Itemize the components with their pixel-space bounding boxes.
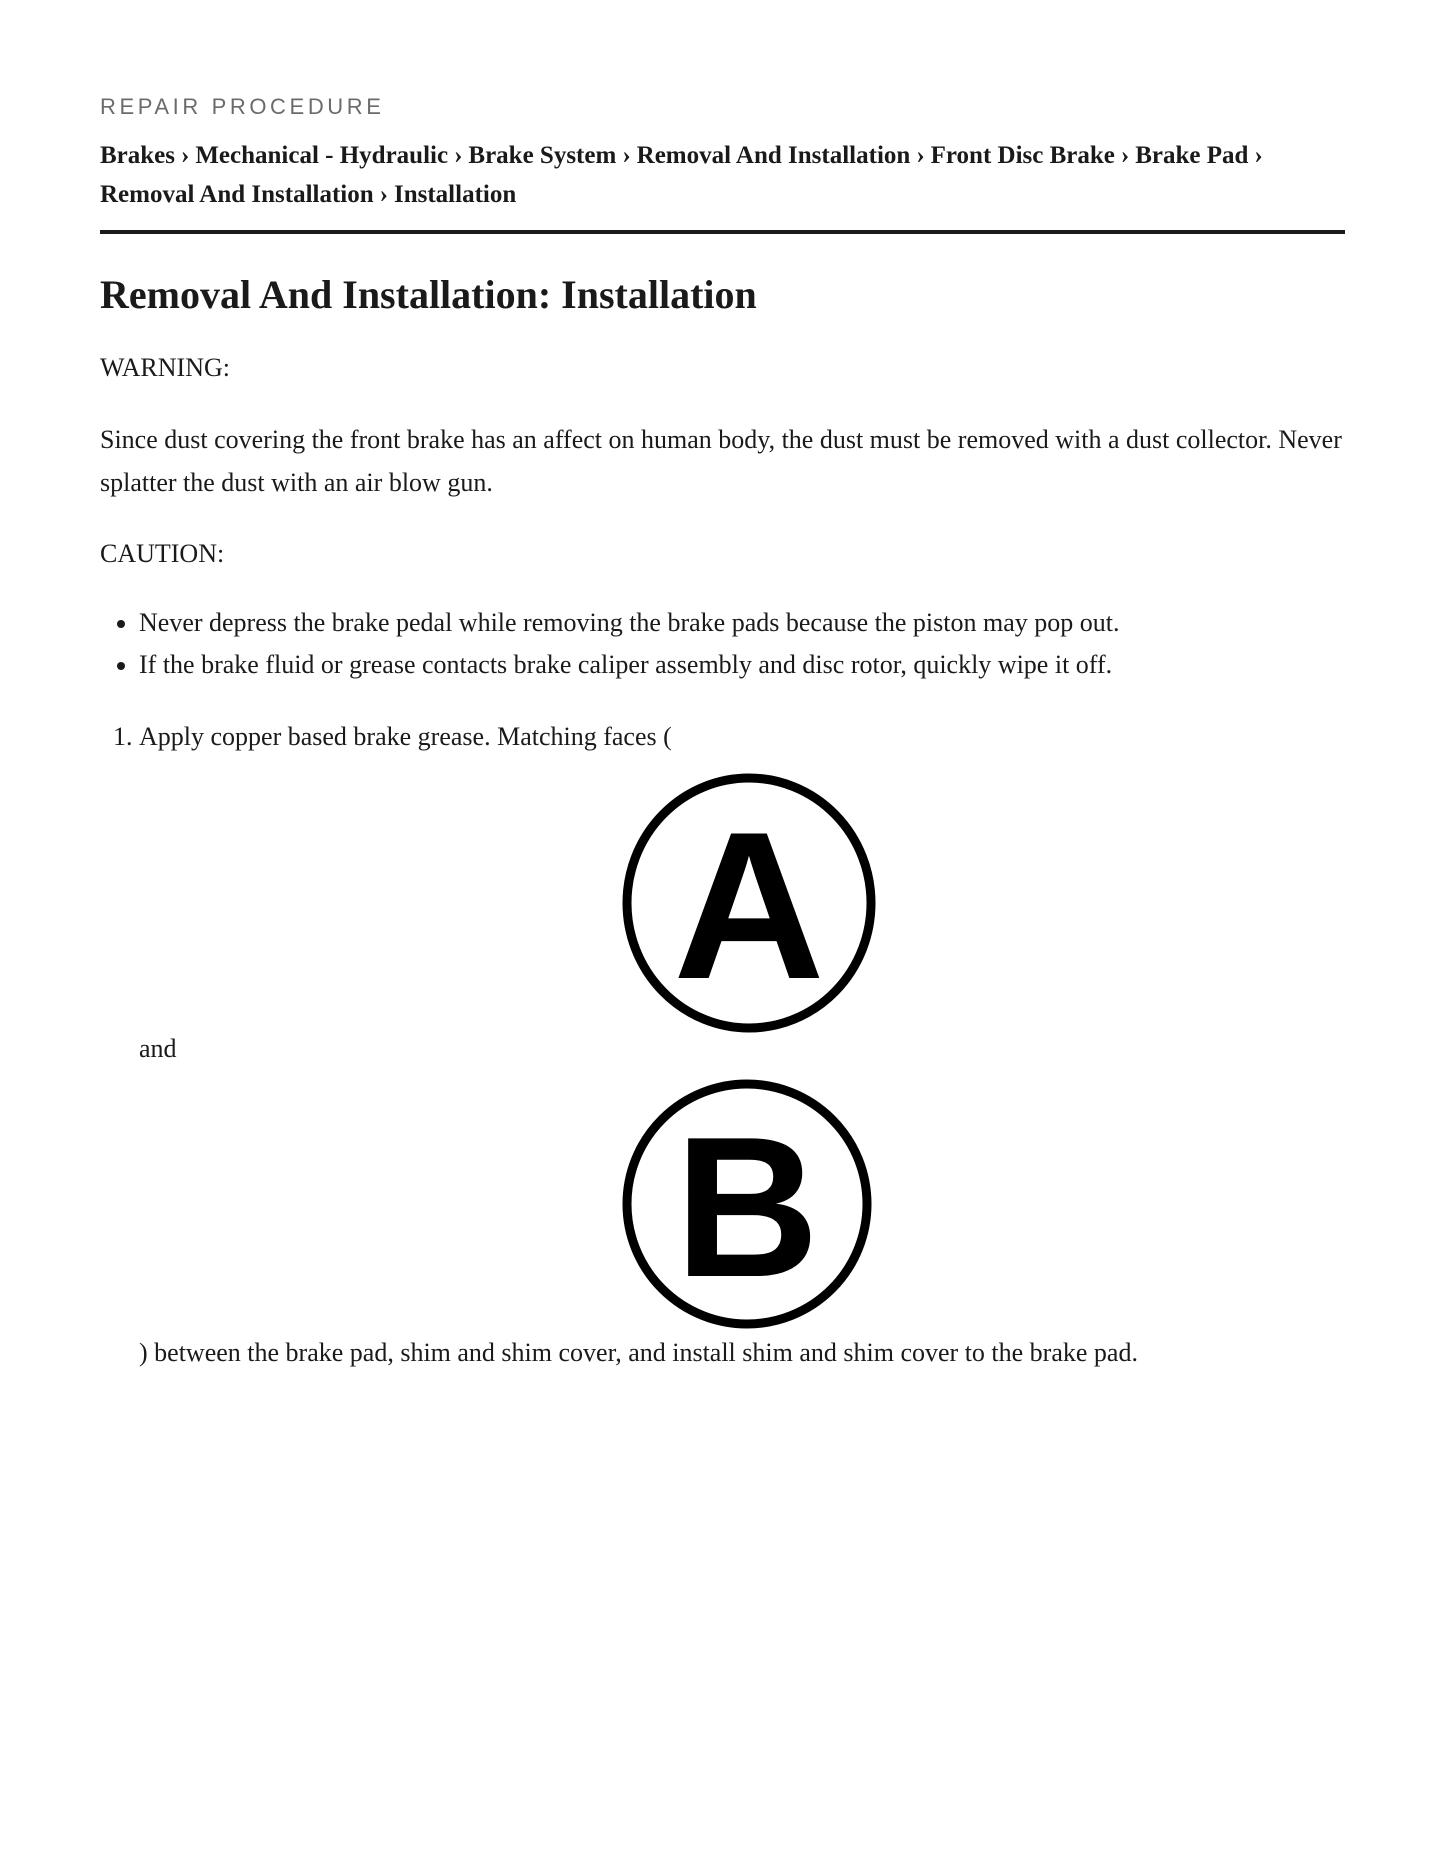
- step-text-before: 1. Apply copper based brake grease. Matching faces (: [139, 722, 672, 751]
- page-title: Removal And Installation: Installation: [100, 272, 757, 317]
- svg-text:B: B: [674, 1096, 820, 1319]
- procedure-step: [139, 716, 1345, 1374]
- procedure-steps: [100, 716, 1345, 1374]
- breadcrumb-item[interactable]: Removal And Installation: [636, 142, 911, 169]
- step-text-after: ) between the brake pad, shim and shim cover, and install shim and shim cover to the brake pad.: [139, 1338, 1138, 1367]
- icon-b-row: [139, 1070, 1345, 1332]
- breadcrumb-item-current: Installation: [394, 181, 517, 208]
- breadcrumb-item[interactable]: Mechanical - Hydraulic: [195, 142, 449, 169]
- breadcrumb-separator: ›: [181, 142, 190, 169]
- step-text-middle: and: [139, 1034, 177, 1063]
- caution-item: • Never depress the brake pedal while removing the brake pads because the piston may pop out.: [139, 602, 1345, 644]
- circle-letter-a-icon: [621, 772, 877, 1034]
- breadcrumb-separator: ›: [622, 142, 631, 169]
- caution-item: • If the brake fluid or grease contacts brake caliper assembly and disc rotor, quickly wipe it off.: [139, 644, 1345, 686]
- warning-label: WARNING:: [100, 353, 230, 382]
- breadcrumb-item[interactable]: Brake System: [468, 142, 617, 169]
- breadcrumb-item[interactable]: Removal And Installation: [100, 181, 374, 208]
- breadcrumb-separator: ›: [379, 181, 388, 208]
- breadcrumb-separator: ›: [454, 142, 463, 169]
- breadcrumb-item[interactable]: Front Disc Brake: [930, 142, 1115, 169]
- breadcrumb-separator: ›: [1120, 142, 1130, 169]
- caution-label: CAUTION:: [100, 539, 225, 568]
- breadcrumb-separator: ›: [916, 142, 925, 169]
- caution-list: [100, 602, 1345, 686]
- icon-a-row: [139, 758, 1345, 1028]
- circle-letter-b-icon: [621, 1078, 873, 1330]
- document-page: [100, 92, 1345, 1374]
- breadcrumb-separator: ›: [1254, 142, 1263, 169]
- warning-text: Since dust covering the front brake has an affect on human body, the dust must be removed with a dust collector. Never splatter the dust with an air blow gun.: [100, 425, 1342, 497]
- header-divider: [100, 230, 1345, 234]
- breadcrumb-item[interactable]: Brake Pad: [1135, 142, 1249, 169]
- section-kicker: REPAIR PROCEDURE: [100, 94, 385, 119]
- breadcrumb-item[interactable]: Brakes: [100, 142, 175, 169]
- breadcrumb: [100, 136, 1345, 214]
- svg-text:A: A: [673, 788, 825, 1023]
